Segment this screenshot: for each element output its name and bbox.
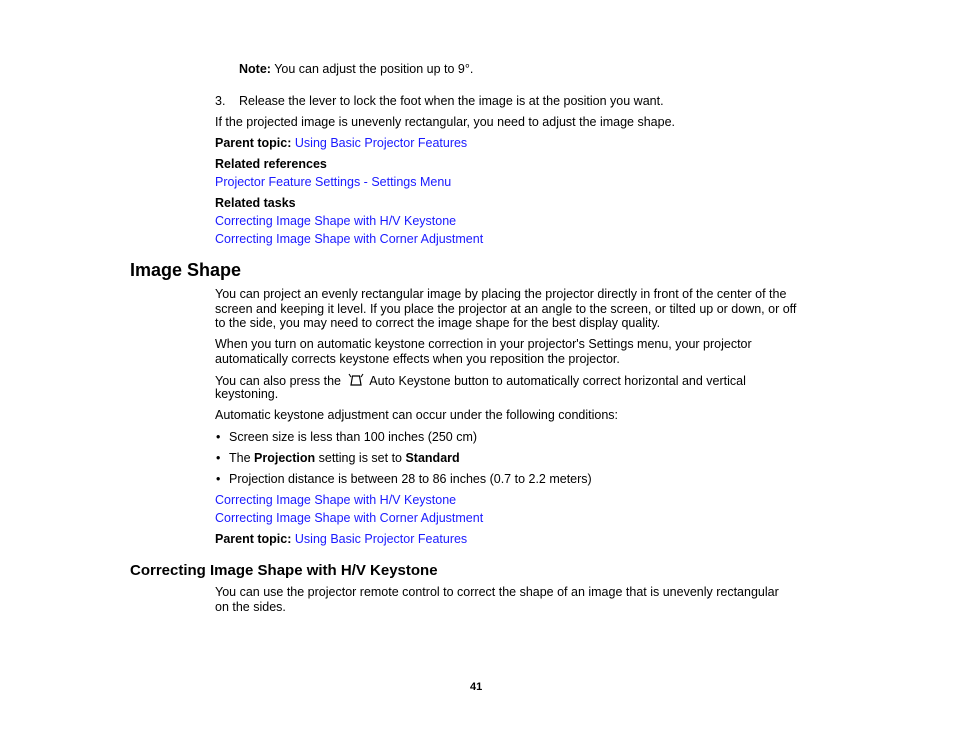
bullet2-text-a: The [229, 451, 255, 465]
parent-topic-1 [215, 136, 467, 150]
image-shape-p2-line2: automatically corrects keystone effects when you reposition the projector. [215, 352, 620, 366]
conditions-intro: Automatic keystone adjustment can occur under the following conditions: [215, 408, 619, 422]
p3-after-icon: Auto Keystone button to automatically correct horizontal and vertical [369, 374, 746, 388]
auto-keystone-icon [347, 373, 365, 387]
hv-keystone-line1: You can use the projector remote control to correct the shape of an image that is unevenly rectangular [215, 585, 779, 599]
image-shape-p1-line2: screen and keeping it level. If you place the projector at an angle to the screen, or tilted up or down, or off [215, 302, 797, 316]
image-shape-p1-line3: to the side, you may need to correct the image shape for the best display quality. [215, 316, 661, 330]
related-tasks-label: Related tasks [215, 196, 296, 210]
image-shape-p3-line2: keystoning. [215, 387, 279, 401]
parent-topic-label: Parent topic: [215, 532, 292, 546]
image-shape-heading: Image Shape [130, 260, 242, 280]
page-number: 41 [470, 681, 483, 693]
bullet-projection-distance: Projection distance is between 28 to 86 inches (0.7 to 2.2 meters) [229, 472, 592, 486]
bullet-screen-size: Screen size is less than 100 inches (250 cm) [229, 430, 478, 444]
note-text: You can adjust the position up to 9°. [270, 62, 474, 76]
image-shape-p2-line1: When you turn on automatic keystone correction in your projector's Settings menu, your projector [215, 337, 752, 351]
image-shape-p3-line1 [215, 373, 746, 388]
link-hv-keystone[interactable]: Correcting Image Shape with H/V Keystone [215, 493, 457, 507]
related-references-label: Related references [215, 157, 327, 171]
p3-before-icon: You can also press the [215, 374, 342, 388]
parent-topic-2 [215, 532, 467, 546]
bullet2-text-c: setting is set to [315, 451, 406, 465]
image-shape-p1-line1: You can project an evenly rectangular image by placing the projector directly in front of the center of the [215, 287, 787, 301]
step-3-number: 3. [215, 94, 226, 108]
hv-keystone-line2: on the sides. [215, 600, 286, 614]
parent-topic-link[interactable]: Using Basic Projector Features [294, 136, 468, 150]
bullet2-projection: Projection [254, 451, 316, 465]
step-3-text: Release the lever to lock the foot when the image is at the position you want. [239, 94, 664, 108]
parent-topic-link[interactable]: Using Basic Projector Features [294, 532, 468, 546]
bullet2-standard: Standard [405, 451, 460, 465]
bullet-marker: • [216, 472, 221, 486]
bullet-marker: • [216, 451, 221, 465]
related-reference-link[interactable]: Projector Feature Settings - Settings Menu [215, 175, 452, 189]
link-corner-adjustment[interactable]: Correcting Image Shape with Corner Adjustment [215, 511, 484, 525]
note [239, 62, 473, 76]
hv-keystone-heading: Correcting Image Shape with H/V Keystone [130, 562, 438, 579]
related-task-link-hv-keystone[interactable]: Correcting Image Shape with H/V Keystone [215, 214, 457, 228]
bullet-marker: • [216, 430, 221, 444]
parent-topic-label: Parent topic: [215, 136, 292, 150]
related-task-link-corner-adjustment[interactable]: Correcting Image Shape with Corner Adjustment [215, 232, 484, 246]
note-label: Note: [239, 62, 271, 76]
bullet-projection-setting [229, 451, 460, 465]
uneven-text: If the projected image is unevenly rectangular, you need to adjust the image shape. [215, 115, 676, 129]
